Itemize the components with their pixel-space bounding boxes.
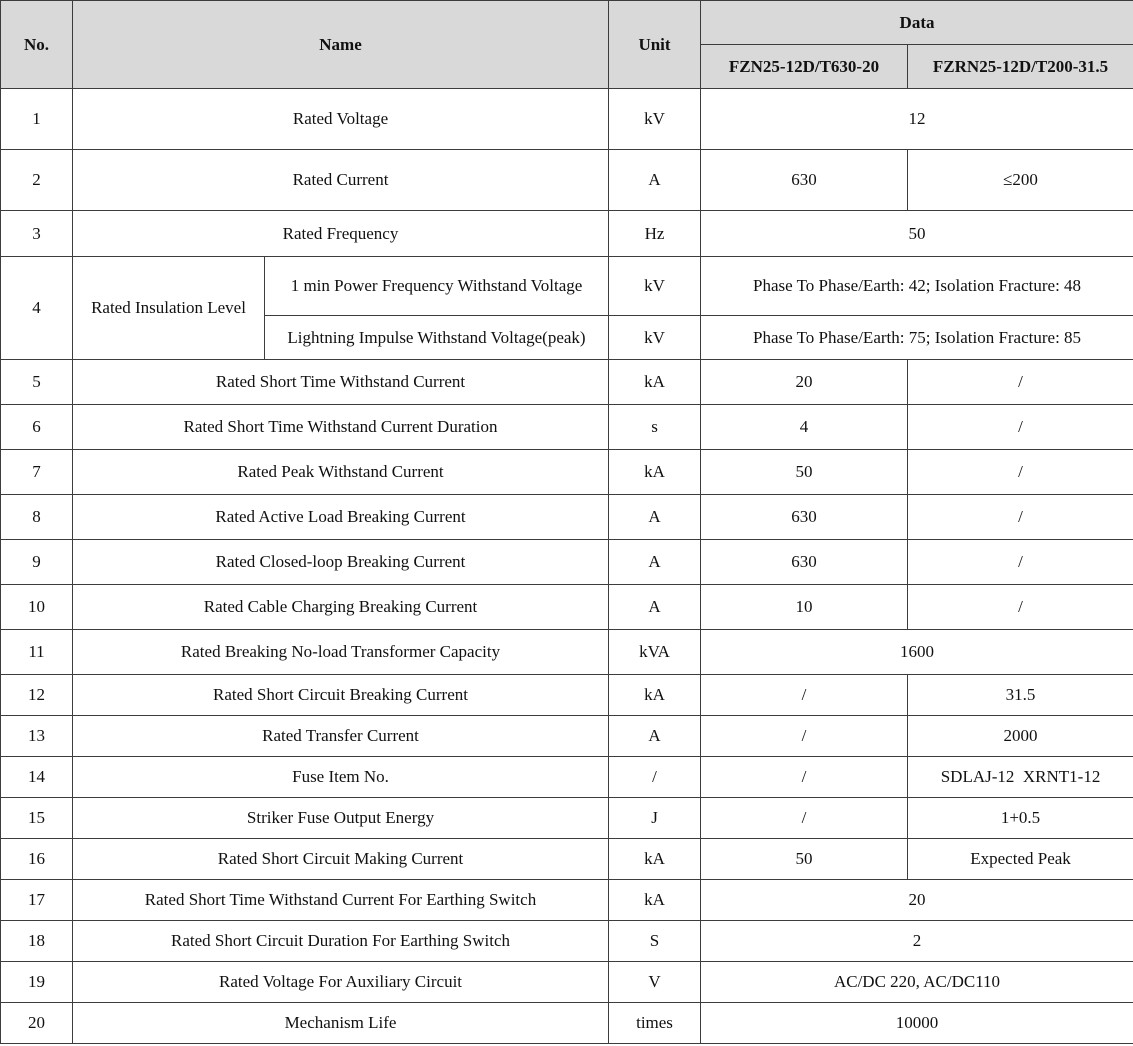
row-unit: kA [609, 880, 701, 921]
row-value-b: 31.5 [908, 675, 1133, 716]
row-value-a: 50 [701, 450, 908, 495]
row-no: 15 [1, 798, 73, 839]
row-no: 4 [1, 257, 73, 360]
row-name: Rated Short Time Withstand Current For Earthing Switch [73, 880, 609, 921]
table-row [1, 1003, 1133, 1044]
row-name: Rated Frequency [73, 211, 609, 257]
row-value-a: / [701, 675, 908, 716]
table-row [1, 675, 1133, 716]
row-unit: kA [609, 675, 701, 716]
row-unit: kV [609, 316, 701, 360]
row-value-a: 50 [701, 839, 908, 880]
row-value-a: / [701, 798, 908, 839]
row-value-a: 10 [701, 585, 908, 630]
row-unit: A [609, 540, 701, 585]
row-value: 1600 [701, 630, 1133, 675]
row-value: 12 [701, 89, 1133, 150]
row-value-b: / [908, 405, 1133, 450]
table-row [1, 495, 1133, 540]
header-row [1, 1, 1133, 45]
row-name: Rated Breaking No-load Transformer Capacity [73, 630, 609, 675]
header-name: Name [73, 1, 609, 89]
table-row [1, 450, 1133, 495]
row-value-b: / [908, 585, 1133, 630]
row-subname: 1 min Power Frequency Withstand Voltage [265, 257, 609, 316]
row-value-b: / [908, 495, 1133, 540]
row-unit: kA [609, 450, 701, 495]
row-value: Phase To Phase/Earth: 75; Isolation Fracture: 85 [701, 316, 1133, 360]
row-value-a: 630 [701, 150, 908, 211]
row-no: 9 [1, 540, 73, 585]
row-value: 2 [701, 921, 1133, 962]
row-no: 19 [1, 962, 73, 1003]
row-no: 2 [1, 150, 73, 211]
row-no: 6 [1, 405, 73, 450]
row-value-b: ≤200 [908, 150, 1133, 211]
table-row [1, 716, 1133, 757]
table-row [1, 921, 1133, 962]
row-name: Rated Short Circuit Breaking Current [73, 675, 609, 716]
row-subname: Lightning Impulse Withstand Voltage(peak) [265, 316, 609, 360]
row-value: 50 [701, 211, 1133, 257]
table-row [1, 360, 1133, 405]
row-value-a: 20 [701, 360, 908, 405]
row-unit: A [609, 495, 701, 540]
table-row [1, 150, 1133, 211]
row-no: 13 [1, 716, 73, 757]
row-name: Fuse Item No. [73, 757, 609, 798]
row-value-b: / [908, 360, 1133, 405]
row-name: Rated Current [73, 150, 609, 211]
row-no: 10 [1, 585, 73, 630]
row-unit: kA [609, 360, 701, 405]
row-unit: kA [609, 839, 701, 880]
row-value-a: 4 [701, 405, 908, 450]
row-no: 17 [1, 880, 73, 921]
row-unit: J [609, 798, 701, 839]
table-row [1, 540, 1133, 585]
row-unit: Hz [609, 211, 701, 257]
row-value-b: 1+0.5 [908, 798, 1133, 839]
row-value-b: SDLAJ-12 XRNT1-12 [908, 757, 1133, 798]
row-value-a: / [701, 757, 908, 798]
table-row [1, 839, 1133, 880]
row-value: AC/DC 220, AC/DC110 [701, 962, 1133, 1003]
row-value-b: / [908, 540, 1133, 585]
row-value: 10000 [701, 1003, 1133, 1044]
row-value-a: / [701, 716, 908, 757]
row-value-b: / [908, 450, 1133, 495]
header-unit: Unit [609, 1, 701, 89]
table-row [1, 585, 1133, 630]
row-value-b: Expected Peak [908, 839, 1133, 880]
row-no: 11 [1, 630, 73, 675]
table-row [1, 798, 1133, 839]
row-value-a: 630 [701, 495, 908, 540]
row-unit: A [609, 150, 701, 211]
row-no: 14 [1, 757, 73, 798]
table-row [1, 880, 1133, 921]
table-row [1, 630, 1133, 675]
row-unit: V [609, 962, 701, 1003]
row-name: Rated Short Time Withstand Current Duration [73, 405, 609, 450]
row-unit: kVA [609, 630, 701, 675]
header-data: Data [701, 1, 1133, 45]
row-name: Rated Cable Charging Breaking Current [73, 585, 609, 630]
table-row [1, 757, 1133, 798]
table-row [1, 962, 1133, 1003]
row-value: 20 [701, 880, 1133, 921]
row-value: Phase To Phase/Earth: 42; Isolation Fracture: 48 [701, 257, 1133, 316]
row-no: 8 [1, 495, 73, 540]
table-row [1, 211, 1133, 257]
row-no: 5 [1, 360, 73, 405]
row-unit: / [609, 757, 701, 798]
row-value-b: 2000 [908, 716, 1133, 757]
row-unit: times [609, 1003, 701, 1044]
row-unit: S [609, 921, 701, 962]
row-value-a: 630 [701, 540, 908, 585]
row-name: Rated Short Circuit Duration For Earthing Switch [73, 921, 609, 962]
row-unit: kV [609, 257, 701, 316]
row-name: Rated Insulation Level [73, 257, 265, 360]
row-no: 12 [1, 675, 73, 716]
row-no: 16 [1, 839, 73, 880]
row-no: 7 [1, 450, 73, 495]
row-name: Rated Voltage For Auxiliary Circuit [73, 962, 609, 1003]
row-name: Rated Transfer Current [73, 716, 609, 757]
row-name: Rated Short Circuit Making Current [73, 839, 609, 880]
row-unit: kV [609, 89, 701, 150]
table-row [1, 89, 1133, 150]
header-no: No. [1, 1, 73, 89]
row-unit: A [609, 716, 701, 757]
table-row [1, 405, 1133, 450]
row-name: Rated Closed-loop Breaking Current [73, 540, 609, 585]
row-name: Rated Peak Withstand Current [73, 450, 609, 495]
row-no: 18 [1, 921, 73, 962]
row-unit: A [609, 585, 701, 630]
row-name: Mechanism Life [73, 1003, 609, 1044]
table-row [1, 257, 1133, 316]
row-unit: s [609, 405, 701, 450]
row-name: Rated Voltage [73, 89, 609, 150]
row-name: Rated Short Time Withstand Current [73, 360, 609, 405]
header-model-a: FZN25-12D/T630-20 [701, 45, 908, 89]
row-no: 20 [1, 1003, 73, 1044]
row-no: 3 [1, 211, 73, 257]
row-no: 1 [1, 89, 73, 150]
header-model-b: FZRN25-12D/T200-31.5 [908, 45, 1133, 89]
row-name: Rated Active Load Breaking Current [73, 495, 609, 540]
row-name: Striker Fuse Output Energy [73, 798, 609, 839]
